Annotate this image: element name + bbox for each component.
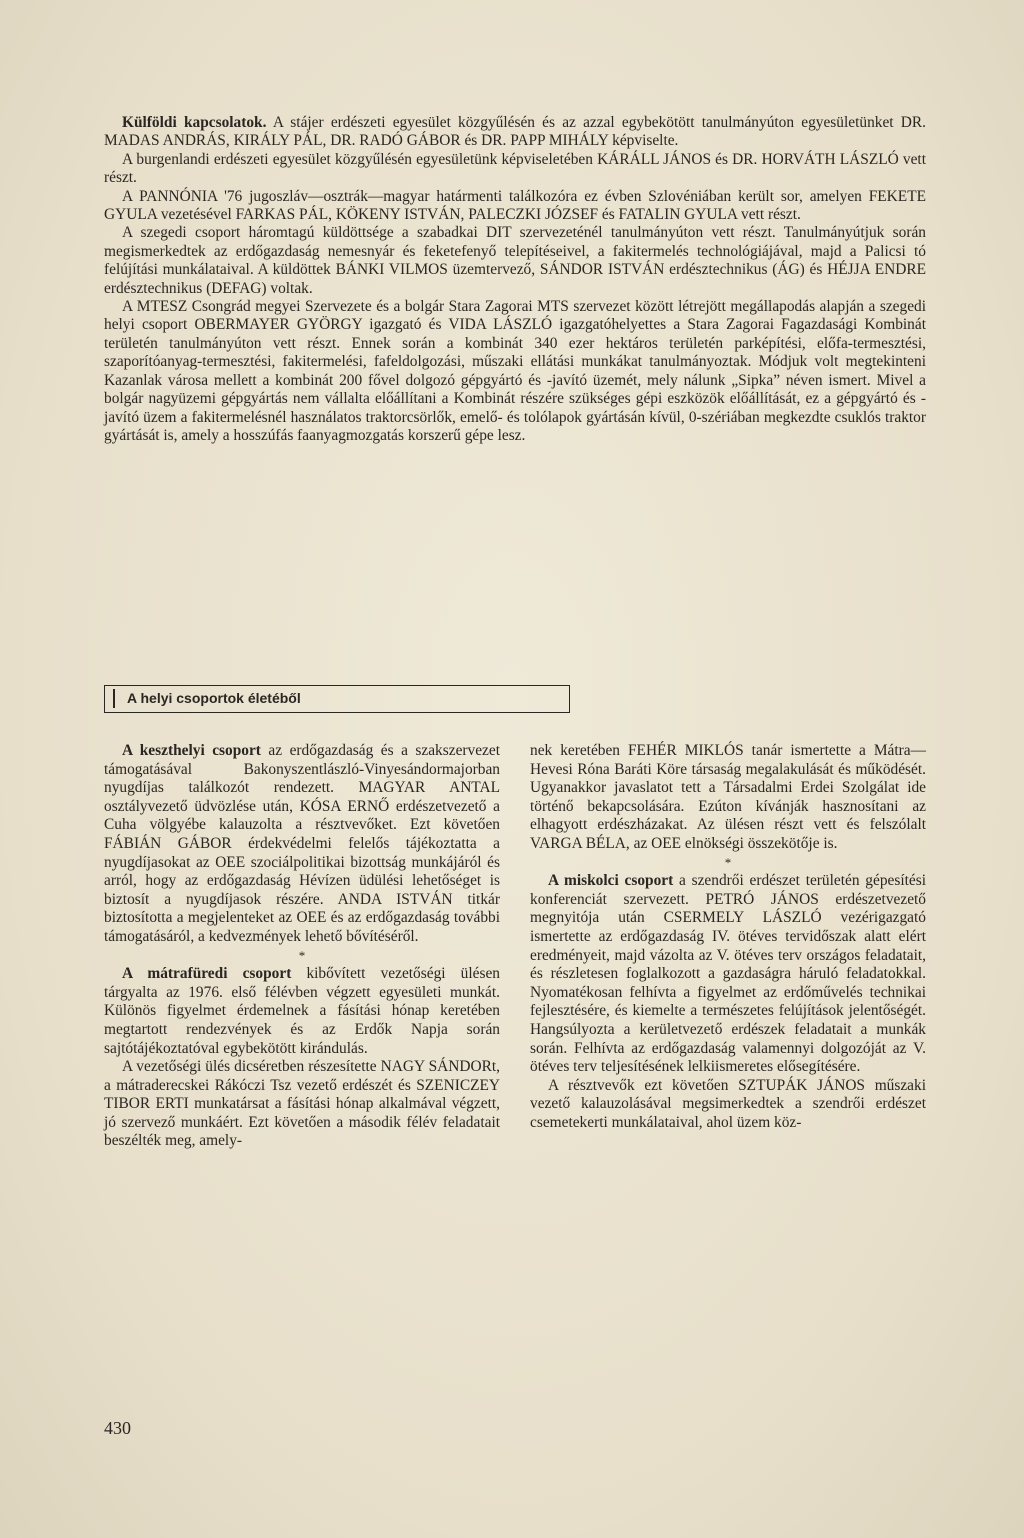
group-lead: A keszthelyi csoport [122,742,261,759]
group-lead: A miskolci csoport [548,872,674,890]
paragraph [104,965,500,1058]
right-column [530,742,926,1132]
paragraph-text: az erdőgazdaság és a szakszervezet támogatásával Bakonyszentlászló-Vinyesándormajorban nyugdíjas találkozót rendezett. MAGYAR ANTAL osztályvezető üdvözlése után, KÓSA ERNŐ erdészetvezető a Cuha völgyébe kalauzolta a résztvevőket. Ezt követően FÁBIÁN GÁBOR érdekvédelmi felelős tájékoztatta a nyugdíjasokat az OEE szociálpolitikai bizottság munkájáról és arról, hogy az erdőgazdaság Hévízen üdülési lehetőséget is biztosít a nyugdíjasok részére. ANDA ISTVÁN titkár biztosította a megjelenteket az OEE és az erdőgazdaság további támogatásáról, a kedvezmények lehető bővítéséről. [104,742,500,945]
section-lead: Külföldi kapcsolatok. [122,114,267,131]
foreign-relations-section [104,114,926,445]
section-heading: A helyi csoportok életéből [127,690,301,706]
paragraph-text: A stájer erdészeti egyesület közgyűlésén és az azzal egybekötött tanulmányúton egyesületünket DR. MADAS ANDRÁS, KIRÁLY PÁL, DR. RADÓ GÁBOR és DR. PAPP MIHÁLY képviselte. [104,114,927,150]
section-heading-box [104,685,570,713]
separator-star: * [298,947,306,963]
paragraph: A résztvevők ezt követően SZTUPÁK JÁNOS műszaki vezető kalauzolásával megsimerkedtek a szendrői erdészet csemetekerti munkálataival, ahol üzem köz- [530,1076,926,1131]
paragraph-text: a szendrői erdészet területén gépesítési konferenciát szervezett. PETRÓ JÁNOS erdészetvezető megnyitója után CSERMELY LÁSZLÓ vezérigazgató ismertette az erdőgazdaság IV. ötéves tervidőszak alatt elért eredményeit, majd vázolta az V. ötéves terv országos feladatait, és részletesen foglalkozott a gazdaságra háruló feladatokkal. Nyomatékosan felhívta a figyelmet az erdőművelés technikai fejlesztésére, és kiemelte a természetes felújítások jelentőségét. Hangsúlyozta a kerületvezető erdészek feladatait a munkák során. Felhívta az erdőgazdaság valamennyi dolgozóját az V. ötéves terv teljesítésének lelkiismeretes elősegítésére. [530,872,926,1076]
paragraph: A szegedi csoport háromtagú küldöttsége a szabadkai DIT szervezeténél tanulmányúton vett részt. Tanulmányútjuk során megismerkedtek az erdőgazdaság nemesnyár és feketefenyő telepítéseivel, a fakitermelés technológiájával, majd a Palicsi tó felújítási munkálataival. A küldöttek BÁNKI VILMOS üzemtervező, SÁNDOR ISTVÁN erdésztechnikus (ÁG) és HÉJJA ENDRE erdésztechnikus (DEFAG) voltak. [104,224,926,297]
paragraph [104,114,926,151]
paragraph [104,742,500,947]
page-number: 430 [104,1418,131,1438]
left-column [104,742,500,1151]
group-lead: A mátrafüredi csoport [122,965,292,983]
separator-star: * [724,854,732,870]
paragraph: A burgenlandi erdészeti egyesület közgyűlésén egyesületünk képviseletében KÁRÁLL JÁNOS és DR. HORVÁTH LÁSZLÓ vett részt. [104,150,926,187]
paragraph-text: kibővített vezetőségi ülésen tárgyalta az 1976. első félévben végzett egyesületi munkát. Különös figyelmet érdemelnek a fásítási hónap keretében megtartott rendezvények és az Erdők Napja során sajtótájékoztatóval egybekötött kirándulás. [104,965,500,1057]
paragraph: A vezetőségi ülés dicséretben részesítette NAGY SÁNDORt, a mátraderecskei Rákóczi Tsz vezető erdészét és SZENICZEY TIBOR ERTI munkatársat a fásítási hónap alkalmával végzett, jó szervező munkáért. Ezt követően a második félév feladatait beszélték meg, amely- [104,1058,500,1150]
paragraph: nek keretében FEHÉR MIKLÓS tanár ismertette a Mátra—Hevesi Róna Baráti Köre társaság megalakulását és működését. Ugyanakkor javaslatot tett a Társadalmi Erdei Szolgálat ide történő bekapcsolására. Ezúton kívánják hasznosítani az elhagyott erdészházakat. Az ülésen részt vett és felszólalt VARGA BÉLA, az OEE elnökségi összekötője is. [530,742,926,852]
paragraph [530,872,926,1077]
paragraph: A MTESZ Csongrád megyei Szervezete és a bolgár Stara Zagorai MTS szervezet között létrejött megállapodás alapján a szegedi helyi csoport OBERMAYER GYÖRGY igazgató és VIDA LÁSZLÓ igazgatóhelyettes a Stara Zagorai Fagazdasági Kombinát területén tanulmányúton vett részt. Ennek során a kombinát 340 ezer hektáros területén parképítési, előfa-termesztési, szaporítóanyag-termesztési, fakitermelési, fafeldolgozási, műszaki ellátási munkákat tanulmányoztak. Módjuk volt megtekinteni Kazanlak városa mellett a kombinát 200 fővel dolgozó gépgyártó és -javító üzemét, mely nálunk „Sipka” néven ismert. Mivel a bolgár nagyüzemi gépgyártás nem vállalta előállítani a Kombinát részére szükséges gépi eszközök előállítását, ez a gépgyártó és -javító üzem a fakitermelésnél használatos traktorcsörlők, emelő- és tolólapok gyártásán kívül, 0-szériában megkezdte csuklós traktor gyártását is, amely a hosszúfás faanyagmozgatás korszerű gépe lesz. [104,298,926,444]
paragraph: A PANNÓNIA '76 jugoszláv—osztrák—magyar határmenti találkozóra ez évben Szlovéniában került sor, amelyen FEKETE GYULA vezetésével FARKAS PÁL, KÖKENY ISTVÁN, PALECZKI JÓZSEF és FATALIN GYULA vett részt. [104,187,926,224]
